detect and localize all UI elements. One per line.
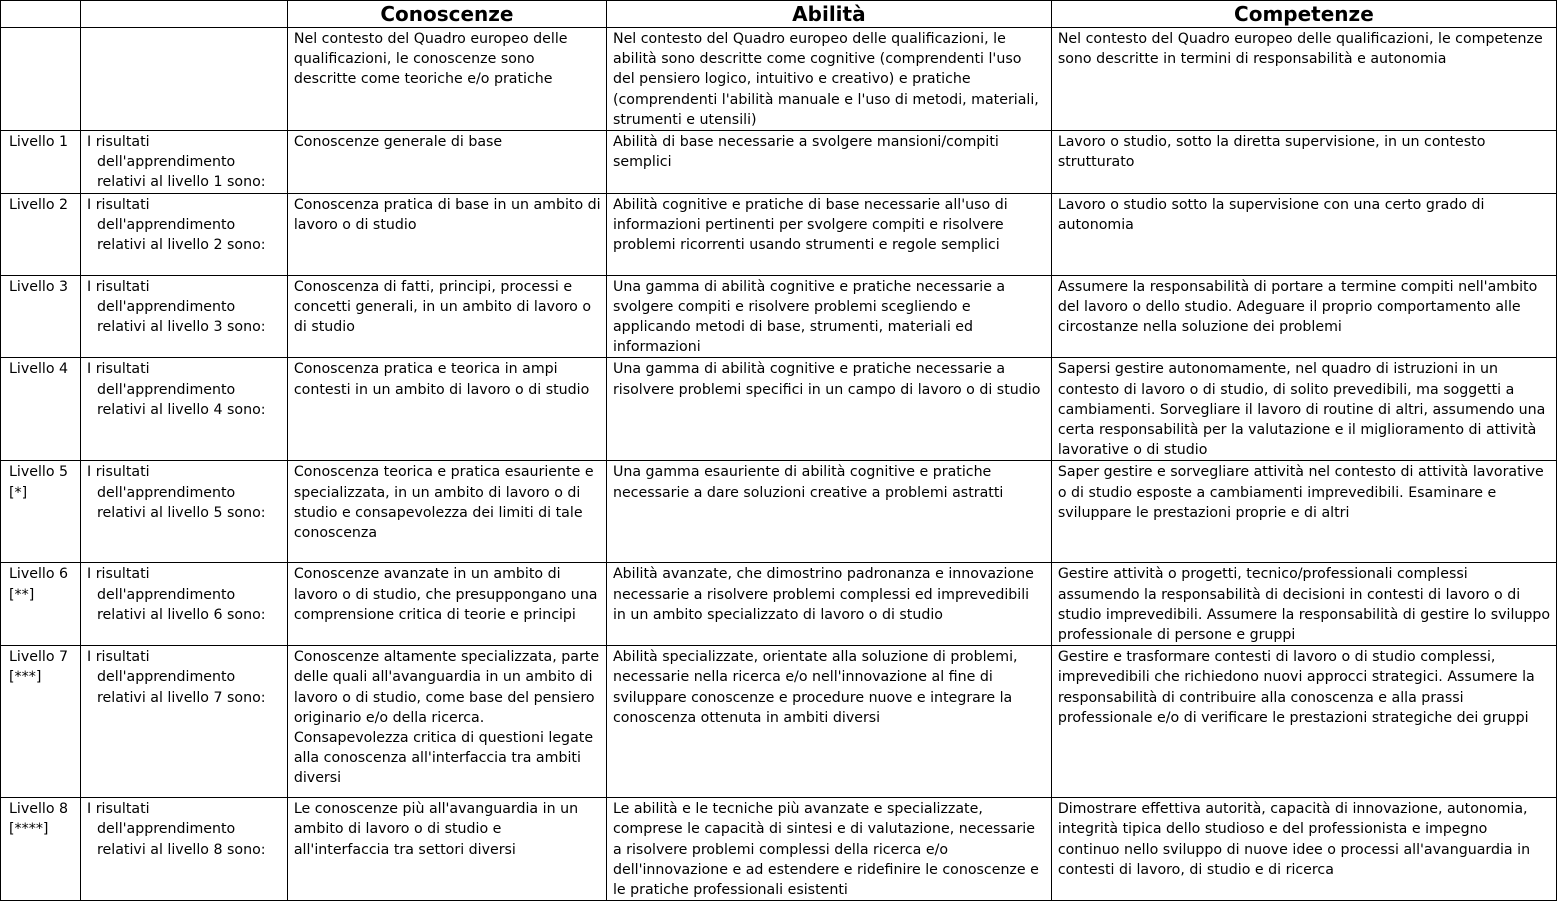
level-risultati-title: I risultati bbox=[87, 278, 150, 295]
header-competenze: Competenze bbox=[1051, 1, 1556, 28]
level-row-8 bbox=[1, 798, 1557, 901]
level-note: [*] bbox=[9, 484, 28, 501]
level-row-1 bbox=[1, 131, 1557, 194]
level-note: [****] bbox=[9, 821, 49, 838]
level-conoscenze: Conoscenza pratica di base in un ambito di lavoro o di studio bbox=[287, 193, 606, 275]
level-label-cell bbox=[1, 275, 81, 358]
level-label-cell bbox=[1, 563, 81, 646]
intro-conoscenze: Nel contesto del Quadro europeo delle qualificazioni, le conoscenze sono descritte come teoriche e/o pratiche bbox=[287, 28, 606, 131]
level-risultati-text: dell'apprendimento relativi al livello 3 sono: bbox=[97, 298, 266, 336]
level-abilita: Abilità specializzate, orientate alla soluzione di problemi, necessarie nella ricerca e/o nell'innovazione al fine di sviluppare conoscenze e procedure nuove e integrare la conoscenza ottenuta in ambiti diversi bbox=[606, 646, 1051, 798]
level-label: Livello 2 bbox=[9, 196, 69, 213]
level-risultati-title: I risultati bbox=[87, 196, 150, 213]
level-conoscenze: Conoscenza teorica e pratica esauriente e specializzata, in un ambito di lavoro o di studio e consapevolezza dei limiti di tale conoscenza bbox=[287, 461, 606, 563]
level-risultati-text: dell'apprendimento relativi al livello 2 sono: bbox=[97, 216, 266, 254]
level-abilita: Una gamma esauriente di abilità cognitive e pratiche necessarie a dare soluzioni creative a problemi astratti bbox=[606, 461, 1051, 563]
level-risultati-title: I risultati bbox=[87, 134, 150, 151]
intro-abilita: Nel contesto del Quadro europeo delle qualificazioni, le abilità sono descritte come cognitive (comprendenti l'uso del pensiero logico, intuitivo e creativo) e pratiche (comprendenti l'abilità manuale e l'uso di metodi, materiali, strumenti e utensili) bbox=[606, 28, 1051, 131]
level-risultati-text: dell'apprendimento relativi al livello 7 sono: bbox=[97, 669, 266, 706]
level-risultati-text: dell'apprendimento relativi al livello 1 sono: bbox=[97, 154, 266, 191]
level-label: Livello 1 bbox=[9, 134, 69, 151]
level-risultati-text: dell'apprendimento relativi al livello 8 sono: bbox=[97, 821, 266, 858]
level-risultati-cell bbox=[81, 193, 288, 275]
level-risultati-cell bbox=[81, 131, 288, 194]
level-abilita: Le abilità e le tecniche più avanzate e specializzate, comprese le capacità di sintesi e di valutazione, necessarie a risolvere problemi complessi della ricerca e/o dell'innovazione e ad estendere e ridefinire le conoscenze e le pratiche professionali esistenti bbox=[606, 798, 1051, 901]
level-competenze: Gestire attività o progetti, tecnico/professionali complessi assumendo la responsabilità di decisioni in contesti di lavoro o di studio imprevedibili. Assumere la responsabilità di gestire lo sviluppo professionale di persone e gruppi bbox=[1051, 563, 1556, 646]
level-abilita: Abilità avanzate, che dimostrino padronanza e innovazione necessarie a risolvere problemi complessi ed imprevedibili in un ambito specializzato di lavoro o di studio bbox=[606, 563, 1051, 646]
level-risultati-cell bbox=[81, 461, 288, 563]
level-risultati-title: I risultati bbox=[87, 464, 150, 481]
level-conoscenze: Conoscenze altamente specializzata, parte delle quali all'avanguardia in un ambito di lavoro o di studio, come base del pensiero originario e/o della ricerca. Consapevolezza critica di questioni legate alla conoscenza all'interfaccia tra ambiti diversi bbox=[287, 646, 606, 798]
level-risultati-cell bbox=[81, 358, 288, 461]
header-row bbox=[1, 1, 1557, 28]
level-competenze: Gestire e trasformare contesti di lavoro o di studio complessi, imprevedibili che richiedono nuovi approcci strategici. Assumere la responsabilità di contribuire alla conoscenza e alla prassi professionale e/o di verificare le prestazioni strategiche dei gruppi bbox=[1051, 646, 1556, 798]
level-label: Livello 7 bbox=[9, 649, 69, 666]
level-competenze: Sapersi gestire autonomamente, nel quadro di istruzioni in un contesto di lavoro o di studio, di solito prevedibili, ma soggetti a cambiamenti. Sorvegliare il lavoro di routine di altri, assumendo una certa responsabilità per la valutazione e il miglioramento di attività lavorative o di studio bbox=[1051, 358, 1556, 461]
level-risultati-cell bbox=[81, 798, 288, 901]
level-risultati-cell bbox=[81, 563, 288, 646]
header-abilita: Abilità bbox=[606, 1, 1051, 28]
header-conoscenze: Conoscenze bbox=[287, 1, 606, 28]
level-label: Livello 5 bbox=[9, 464, 69, 481]
level-abilita: Una gamma di abilità cognitive e pratiche necessarie a risolvere problemi specifici in un campo di lavoro o di studio bbox=[606, 358, 1051, 461]
levels-body bbox=[1, 131, 1557, 901]
level-label-cell bbox=[1, 798, 81, 901]
level-conoscenze: Conoscenze generale di base bbox=[287, 131, 606, 194]
intro-empty-cell bbox=[1, 28, 81, 131]
level-label: Livello 8 bbox=[9, 801, 69, 818]
intro-row bbox=[1, 28, 1557, 131]
level-risultati-title: I risultati bbox=[87, 801, 150, 818]
level-risultati-title: I risultati bbox=[87, 649, 150, 666]
level-row-7 bbox=[1, 646, 1557, 798]
level-risultati-title: I risultati bbox=[87, 361, 150, 378]
level-conoscenze: Conoscenze avanzate in un ambito di lavoro o di studio, che presuppongano una comprensione critica di teorie e principi bbox=[287, 563, 606, 646]
level-conoscenze: Conoscenza di fatti, principi, processi e concetti generali, in un ambito di lavoro o di studio bbox=[287, 275, 606, 358]
header-blank-cell-2 bbox=[81, 1, 288, 28]
level-competenze: Dimostrare effettiva autorità, capacità di innovazione, autonomia, integrità tipica dello studioso e del professionista e impegno continuo nello sviluppo di nuove idee o processi all'avanguardia in contesti di lavoro, di studio e di ricerca bbox=[1051, 798, 1556, 901]
level-competenze: Saper gestire e sorvegliare attività nel contesto di attività lavorative o di studio esposte a cambiamenti imprevedibili. Esaminare e sviluppare le prestazioni proprie e di altri bbox=[1051, 461, 1556, 563]
level-label: Livello 3 bbox=[9, 278, 69, 295]
level-note: [**] bbox=[9, 586, 35, 603]
level-note: [***] bbox=[9, 669, 42, 686]
level-risultati-cell bbox=[81, 275, 288, 358]
level-label-cell bbox=[1, 131, 81, 194]
level-competenze: Lavoro o studio sotto la supervisione con una certo grado di autonomia bbox=[1051, 193, 1556, 275]
level-abilita: Una gamma di abilità cognitive e pratiche necessarie a svolgere compiti e risolvere problemi scegliendo e applicando metodi di base, strumenti, materiali ed informazioni bbox=[606, 275, 1051, 358]
level-conoscenze: Le conoscenze più all'avanguardia in un ambito di lavoro o di studio e all'interfaccia tra settori diversi bbox=[287, 798, 606, 901]
level-risultati-title: I risultati bbox=[87, 566, 150, 583]
level-label-cell bbox=[1, 193, 81, 275]
level-row-6 bbox=[1, 563, 1557, 646]
level-risultati-cell bbox=[81, 646, 288, 798]
level-row-3 bbox=[1, 275, 1557, 358]
level-row-2 bbox=[1, 193, 1557, 275]
intro-competenze: Nel contesto del Quadro europeo delle qualificazioni, le competenze sono descritte in termini di responsabilità e autonomia bbox=[1051, 28, 1556, 131]
level-risultati-text: dell'apprendimento relativi al livello 4 sono: bbox=[97, 381, 266, 418]
header-blank-cell bbox=[1, 1, 81, 28]
intro-empty-cell-2 bbox=[81, 28, 288, 131]
level-label-cell bbox=[1, 461, 81, 563]
level-row-5 bbox=[1, 461, 1557, 563]
level-abilita: Abilità di base necessarie a svolgere mansioni/compiti semplici bbox=[606, 131, 1051, 194]
level-risultati-text: dell'apprendimento relativi al livello 5 sono: bbox=[97, 484, 266, 521]
level-risultati-text: dell'apprendimento relativi al livello 6 sono: bbox=[97, 586, 266, 623]
level-label-cell bbox=[1, 358, 81, 461]
level-label: Livello 4 bbox=[9, 361, 69, 378]
level-label: Livello 6 bbox=[9, 566, 69, 583]
level-row-4 bbox=[1, 358, 1557, 461]
level-competenze: Assumere la responsabilità di portare a termine compiti nell'ambito del lavoro o dello studio. Adeguare il proprio comportamento alle circostanze nella soluzione dei problemi bbox=[1051, 275, 1556, 358]
level-conoscenze: Conoscenza pratica e teorica in ampi contesti in un ambito di lavoro o di studio bbox=[287, 358, 606, 461]
level-label-cell bbox=[1, 646, 81, 798]
level-competenze: Lavoro o studio, sotto la diretta supervisione, in un contesto strutturato bbox=[1051, 131, 1556, 194]
level-abilita: Abilità cognitive e pratiche di base necessarie all'uso di informazioni pertinenti per svolgere compiti e risolvere problemi ricorrenti usando strumenti e regole semplici bbox=[606, 193, 1051, 275]
